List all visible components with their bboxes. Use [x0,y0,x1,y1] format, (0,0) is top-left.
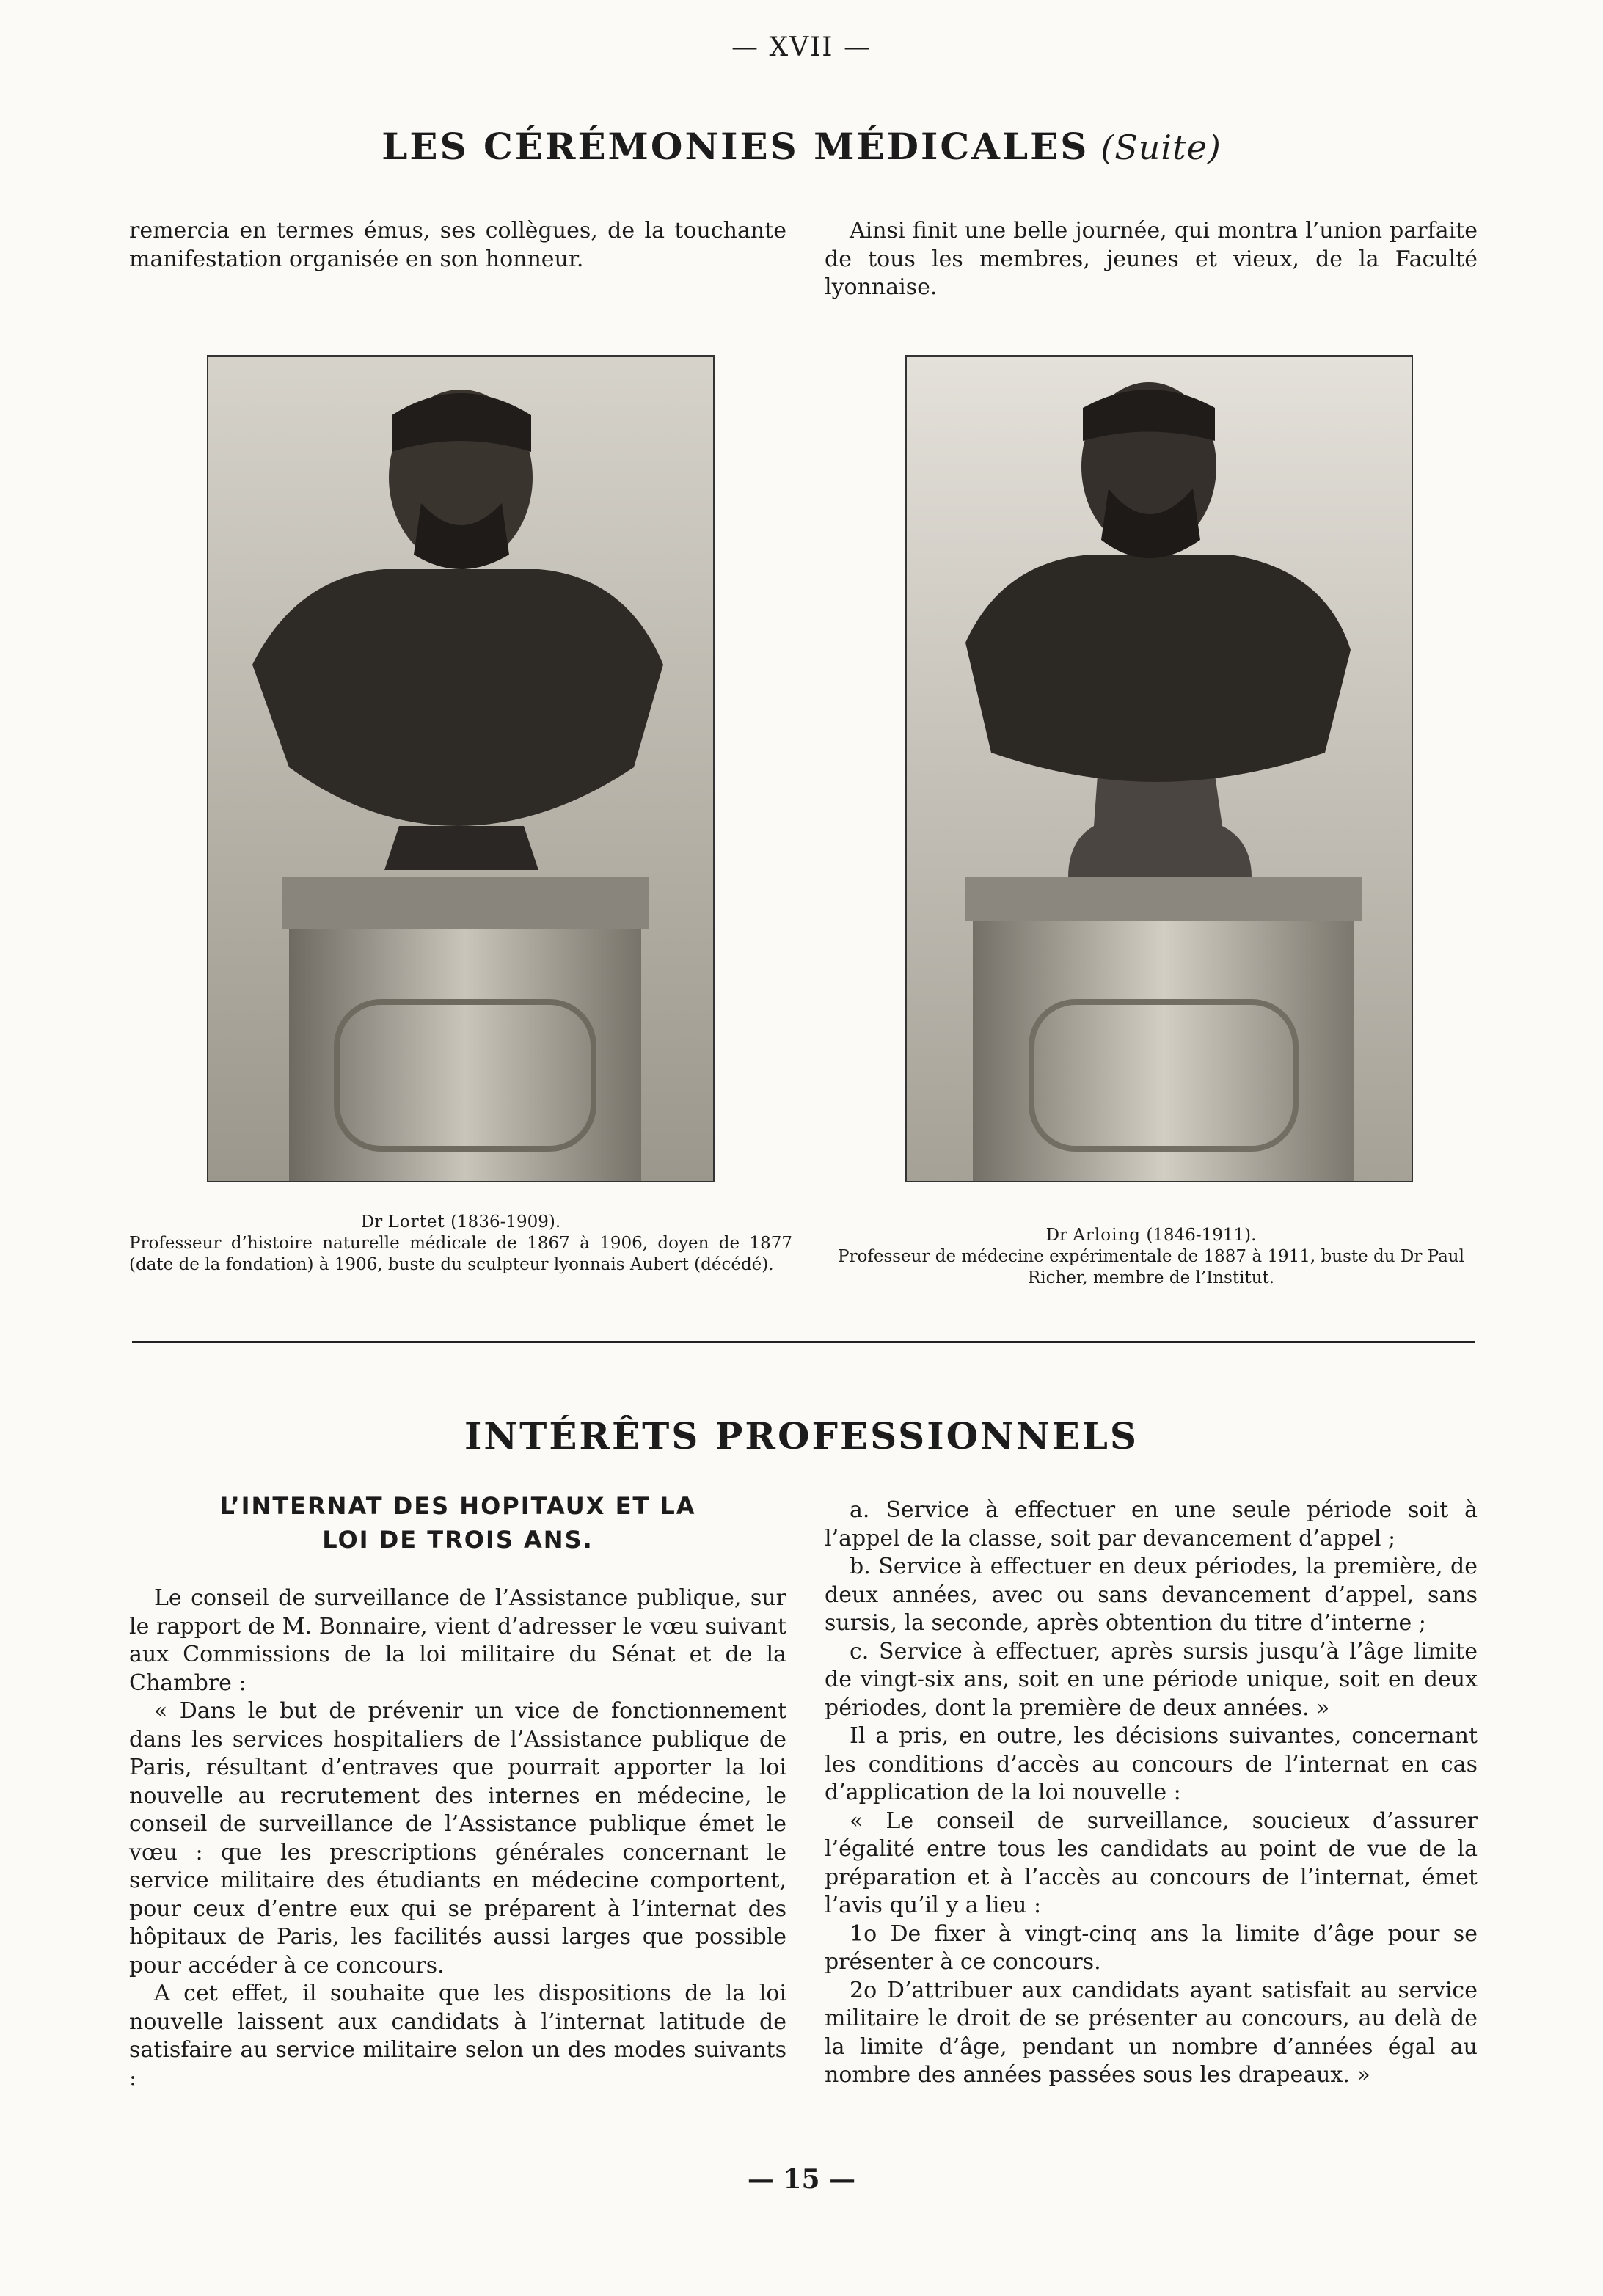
bust-illustration-arloing [907,357,1412,1181]
caption-arloing-dates: (1846-1911). [1146,1226,1257,1245]
article-title-line1: L’INTERNAT DES HOPITAUX ET LA [219,1492,696,1520]
roman-page-number: — XVII — [731,32,872,62]
caption-lortet [129,1212,792,1276]
caption-lortet-text: Professeur d’histoire naturelle médicale de 1867 à 1906, doyen de 1877 (date de la fondation) à 1906, buste du sculpteur lyonnais Aubert (décédé). [129,1234,792,1274]
photo-lortet-bust [207,355,715,1182]
section-title-interets: INTÉRÊTS PROFESSIONNELS [464,1414,1139,1458]
article-title-line2: LOI DE TROIS ANS. [322,1526,594,1554]
right-paragraph-c: c. Service à effectuer, après sursis jusqu’à l’âge limite de vingt-six ans, soit en une période unique, soit en deux périodes, dont la première de deux années. » [825,1638,1478,1721]
intro-left-text: remercia en termes émus, ses collègues, de la touchante manifestation organisée en son honneur. [129,218,786,272]
section-title-ceremonies [0,125,1603,168]
right-paragraph-avis: « Le conseil de surveillance, soucieux d’assurer l’égalité entre tous les candidats au point de vue de la préparation et à l’accès au concours de l’internat, émet l’avis qu’il y a lieu : [825,1807,1478,1918]
section-title-suite: (Suite) [1100,128,1222,167]
intro-right-paragraph [825,217,1478,302]
intro-left-paragraph [129,217,786,274]
horizontal-rule [132,1341,1475,1343]
intro-right-text: Ainsi finit une belle journée, qui montra l’union parfaite de tous les membres, jeunes et vieux, de la Faculté lyonnaise. [825,218,1478,300]
caption-arloing-name: Arloing [1073,1226,1142,1245]
right-paragraph-item-1: 1o De fixer à vingt-cinq ans la limite d’âge pour se présenter à ce concours. [825,1920,1478,1975]
caption-lortet-name-line [129,1212,792,1233]
caption-arloing [825,1225,1478,1289]
caption-arloing-name-line [825,1225,1478,1246]
caption-lortet-name: Lortet [387,1213,445,1232]
right-body-column [825,1496,1478,2090]
bust-illustration-lortet [208,357,713,1181]
caption-lortet-dates: (1836-1909). [450,1213,561,1232]
left-paragraph-2: « Dans le but de prévenir un vice de fonctionnement dans les services hospitaliers de l’Assistance publique de Paris, résultant d’entraves que pourrait apporter la loi nouvelle au recrutement des internes en médecine, le conseil de surveillance de l’Assistance publique émet le vœu : que les prescriptions générales concernant le service militaire des étudiants en médecine comportent, pour ceux d’entre eux qui se préparent à l’internat des hôpitaux de Paris, les facilités aussi larges que possible pour accéder à ce concours. [129,1698,786,1978]
section-title-text: LES CÉRÉMONIES MÉDICALES [381,125,1089,168]
right-paragraph-a: a. Service à effectuer en une seule période soit à l’appel de la classe, soit par devancement d’appel ; [825,1497,1478,1551]
right-paragraph-b: b. Service à effectuer en deux périodes, la première, de deux années, avec ou sans devancement d’appel, sans sursis, la seconde, après obtention du titre d’interne ; [825,1554,1478,1636]
caption-arloing-prefix: Dr [1045,1226,1067,1245]
left-paragraph-1: Le conseil de surveillance de l’Assistance publique, sur le rapport de M. Bonnaire, vient d’adresser le vœu suivant aux Commissions de la loi militaire du Sénat et de la Chambre : [129,1585,786,1696]
page-folio: — 15 — [747,2164,856,2195]
left-body-column [129,1584,786,2093]
left-paragraph-3: A cet effet, il souhaite que les dispositions de la loi nouvelle laissent aux candidats à l’internat latitude de satisfaire au service militaire selon un des modes suivants : [129,1981,786,2091]
caption-lortet-prefix: Dr [360,1213,383,1232]
caption-arloing-text: Professeur de médecine expérimentale de 1887 à 1911, buste du Dr Paul Richer, membre de l’Institut. [838,1247,1464,1287]
article-title [129,1489,786,1557]
photo-arloing-bust [905,355,1413,1182]
right-paragraph-decisions: Il a pris, en outre, les décisions suivantes, concernant les conditions d’accès au concours de l’internat en cas d’application de la loi nouvelle : [825,1723,1478,1805]
right-paragraph-item-2: 2o D’attribuer aux candidats ayant satisfait au service militaire le droit de se présenter au concours, au delà de la limite d’âge, pendant un nombre d’années égal au nombre des années passées sous les drapeaux. » [825,1977,1478,2088]
